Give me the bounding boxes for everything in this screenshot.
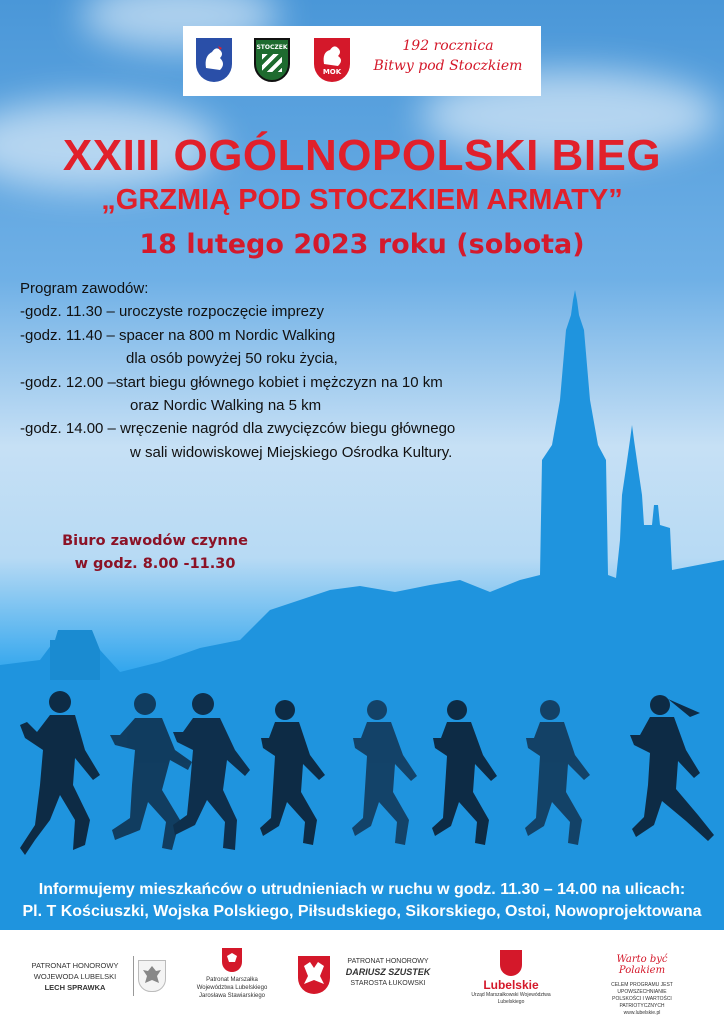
program-section bbox=[20, 277, 455, 464]
patron-title: STAROSTA ŁUKOWSKI bbox=[350, 980, 426, 987]
marshal-line2: Województwa Lubelskiego bbox=[196, 985, 268, 991]
patron-starost bbox=[336, 956, 440, 989]
office-hours-line2: w godz. 8.00 -11.30 bbox=[74, 556, 236, 572]
program-item: -godz. 12.00 –start biegu głównego kobiet i mężczyzn na 10 km bbox=[20, 373, 443, 391]
lubelskie-crest-icon bbox=[500, 950, 522, 976]
county-crest-icon bbox=[298, 956, 330, 994]
badge-stripes bbox=[262, 54, 282, 72]
warto-url: www.lubelskie.pl bbox=[623, 1010, 661, 1016]
warto-line2: POLSKOŚCI I WARTOŚCI PATRIOTYCZNYCH bbox=[612, 996, 672, 1009]
anniversary-line2: Bitwy pod Stoczkiem bbox=[373, 58, 523, 74]
marshal-line1: Patronat Marszałka bbox=[206, 977, 258, 983]
event-subtitle: „GRZMIĄ POD STOCZKIEM ARMATY” bbox=[101, 184, 623, 216]
patron-label: PATRONAT HONOROWY bbox=[347, 958, 429, 965]
marshal-line3: Jarosława Stawiarskiego bbox=[198, 993, 266, 999]
lubelskie-logo bbox=[466, 978, 556, 1006]
patron-name: DARIUSZ SZUSTEK bbox=[345, 967, 431, 977]
program-item-continuation: oraz Nordic Walking na 5 km bbox=[130, 397, 322, 415]
program-item: -godz. 14.00 – wręczenie nagród dla zwycięzców biegu głównego bbox=[20, 420, 456, 438]
warto-line1: CELEM PROGRAMU JEST UPOWSZECHNIANIE bbox=[611, 982, 673, 995]
marshal-crest-icon bbox=[222, 948, 242, 972]
club-badge-text: STOCZEK bbox=[256, 44, 288, 51]
rooster-crest-icon bbox=[196, 38, 232, 82]
mok-crest-icon bbox=[314, 38, 350, 82]
anniversary-text bbox=[368, 36, 528, 76]
office-hours bbox=[40, 530, 270, 576]
program-heading: Program zawodów: bbox=[20, 280, 149, 297]
event-date: 18 lutego 2023 roku (sobota) bbox=[139, 229, 585, 260]
program-item-continuation: dla osób powyżej 50 roku życia, bbox=[126, 350, 338, 368]
traffic-info bbox=[0, 879, 724, 923]
sports-club-badge-icon bbox=[254, 38, 290, 82]
patrons-footer bbox=[0, 930, 724, 1024]
traffic-info-line1: Informujemy mieszkańców o utrudnieniach w ruchu w godz. 11.30 – 14.00 na ulicach: bbox=[38, 881, 686, 898]
program-item-continuation: w sali widowiskowej Miejskiego Ośrodka Kultury. bbox=[130, 443, 453, 461]
eagle-emblem-icon bbox=[138, 960, 166, 992]
traffic-info-streets: Pl. T Kościuszki, Wojska Polskiego, Piłsudskiego, Sikorskiego, Ostoi, Nowoprojektowana bbox=[22, 903, 702, 920]
anniversary-line1: 192 rocznica bbox=[402, 38, 494, 54]
patron-label: PATRONAT HONOROWY bbox=[31, 961, 119, 970]
lubelskie-name: Lubelskie bbox=[483, 978, 539, 992]
warto-program bbox=[592, 954, 692, 1017]
office-hours-line1: Biuro zawodów czynne bbox=[62, 533, 248, 549]
program-item: -godz. 11.40 – spacer na 800 m Nordic Walking bbox=[20, 326, 336, 344]
patron-title: WOJEWODA LUBELSKI bbox=[33, 972, 117, 981]
divider bbox=[133, 956, 134, 996]
patron-marshal bbox=[190, 976, 274, 1000]
lubelskie-sub: Urząd Marszałkowski Województwa Lubelskiego bbox=[471, 992, 551, 1005]
mok-text: MOK bbox=[322, 68, 342, 76]
event-title: XXIII OGÓLNOPOLSKI BIEG bbox=[62, 131, 662, 180]
warto-slogan: Warto być Polakiem bbox=[616, 954, 668, 976]
patron-voivode bbox=[20, 960, 130, 993]
patron-name: LECH SPRAWKA bbox=[44, 983, 106, 992]
program-item: -godz. 11.30 – uroczyste rozpoczęcie imprezy bbox=[20, 303, 325, 321]
